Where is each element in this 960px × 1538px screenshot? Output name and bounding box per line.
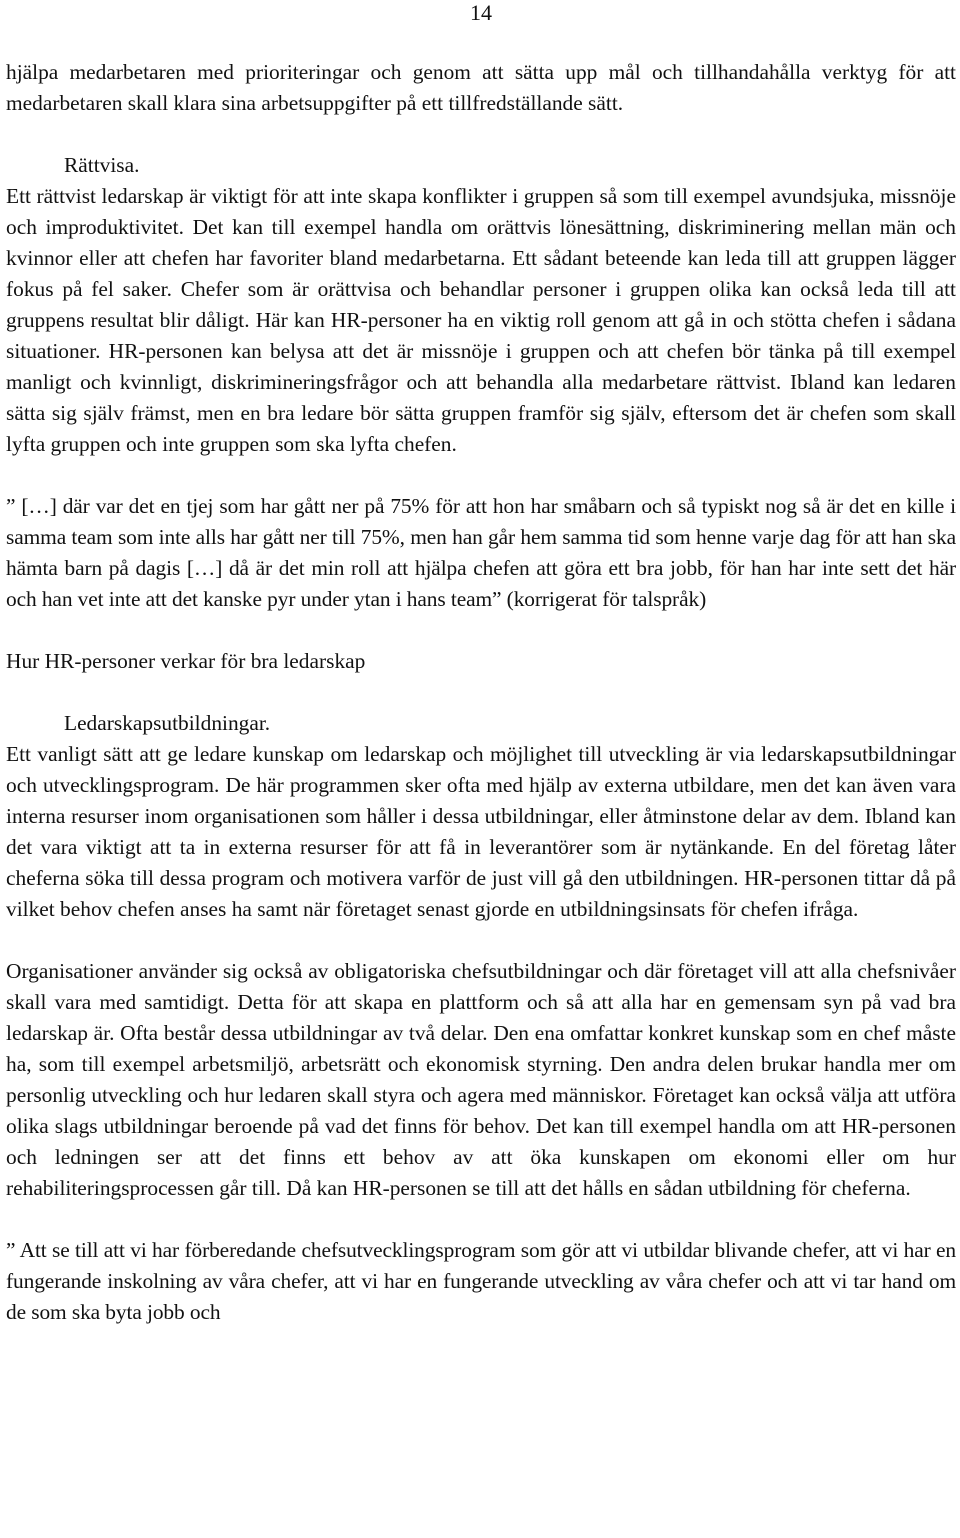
section-heading: Hur HR-personer verkar för bra ledarskap	[6, 649, 366, 673]
paragraph-obligatoriska: Organisationer använder sig också av obligatoriska chefsutbildningar och där företaget vill att alla chefsnivåer skall vara med samtidigt. Detta för att skapa en plattform och så att alla har en gemensam syn på vad bra ledarskap är. Ofta består dessa utbildningar av två delar. Den ena omfattar konkret kunskap som en chef måste ha, som till exempel arbetsmiljö, arbetsrätt och ekonomisk styrning. Den andra delen brukar handla mer om personlig utveckling och hur ledaren skall styra och agera med människor. Företaget kan också välja att utföra olika slags utbildningar beroende på vad det finns för behov. Det kan till exempel handla om att HR-personen och ledningen ser att det finns ett behov av att öka kunskapen om ekonomi eller om hur rehabiliteringsprocessen går till. Då kan HR-personen se till att det hålls en sådan utbildning för cheferna.	[6, 959, 956, 1200]
paragraph-rattvisa: Ett rättvist ledarskap är viktigt för att inte skapa konflikter i gruppen så som till exempel avundsjuka, missnöje och improduktivitet. Det kan till exempel handla om orättvis lönesättning, diskriminering mellan män och kvinnor eller att chefen har favoriter bland medarbetarna. Ett sådant beteende kan leda till att gruppen lägger fokus på fel saker. Chefer som är orättvisa och behandlar personer i gruppen olika kan också leda till att gruppens resultat blir dåligt. Här kan HR-personer ha en viktig roll genom att gå in och stötta chefen i sådana situationer. HR-personen kan belysa att det är missnöje i gruppen och att chefen bör tänka på till exempel manligt och kvinnligt, diskrimineringsfrågor och att behandla alla medarbetare rättvist. Ibland kan ledaren sätta sig själv främst, men en bra ledare bör sätta gruppen framför sig själv, eftersom det är chefen som skall lyfta gruppen och inte gruppen som ska lyfta chefen.	[6, 184, 956, 456]
quote-interview-2: ” Att se till att vi har förberedande chefsutvecklingsprogram som gör att vi utbildar blivande chefer, att vi har en fungerande inskolning av våra chefer, att vi har en fungerande utveckling av våra chefer och att vi tar hand om de som ska byta jobb och	[6, 1238, 956, 1324]
heading-rattvisa: Rättvisa.	[64, 153, 140, 177]
page-number: 14	[470, 0, 492, 25]
paragraph-intro-continued: hjälpa medarbetaren med prioriteringar och genom att sätta upp mål och tillhandahålla verktyg för att medarbetaren skall klara sina arbetsuppgifter på ett tillfredställande sätt.	[6, 60, 956, 115]
subheading-ledarskapsutbildningar: Ledarskapsutbildningar.	[64, 711, 271, 735]
quote-interview-1: ” […] där var det en tjej som har gått ner på 75% för att hon har småbarn och så typiskt nog så är det en kille i samma team som inte alls har gått ner till 75%, men han går hem samma tid som henne varje dag för att han ska hämta barn på dagis […] då är det min roll att hjälpa chefen att göra ett bra jobb, för han har inte sett det här och han vet inte att det kanske pyr under ytan i hans team” (korrigerat för talspråk)	[6, 494, 956, 611]
paragraph-ledarskapsutbildningar: Ett vanligt sätt att ge ledare kunskap om ledarskap och möjlighet till utveckling är via ledarskapsutbildningar och utvecklingsprogram. De här programmen sker ofta med hjälp av externa utbildare, men det kan även vara interna resurser inom organisationen som håller i dessa utbildningar, eller åtminstone delar av dem. Ibland kan det vara viktigt att ta in externa resurser för att få in leverantörer som är nytänkande. En del företag låter cheferna söka till dessa program och motivera varför de just vill gå den utbildningen. HR-personen tittar då på vilket behov chefen anses ha samt när företaget senast gjorde en utbildningsinsats för chefen ifråga.	[6, 742, 956, 921]
document-body	[6, 57, 956, 1328]
